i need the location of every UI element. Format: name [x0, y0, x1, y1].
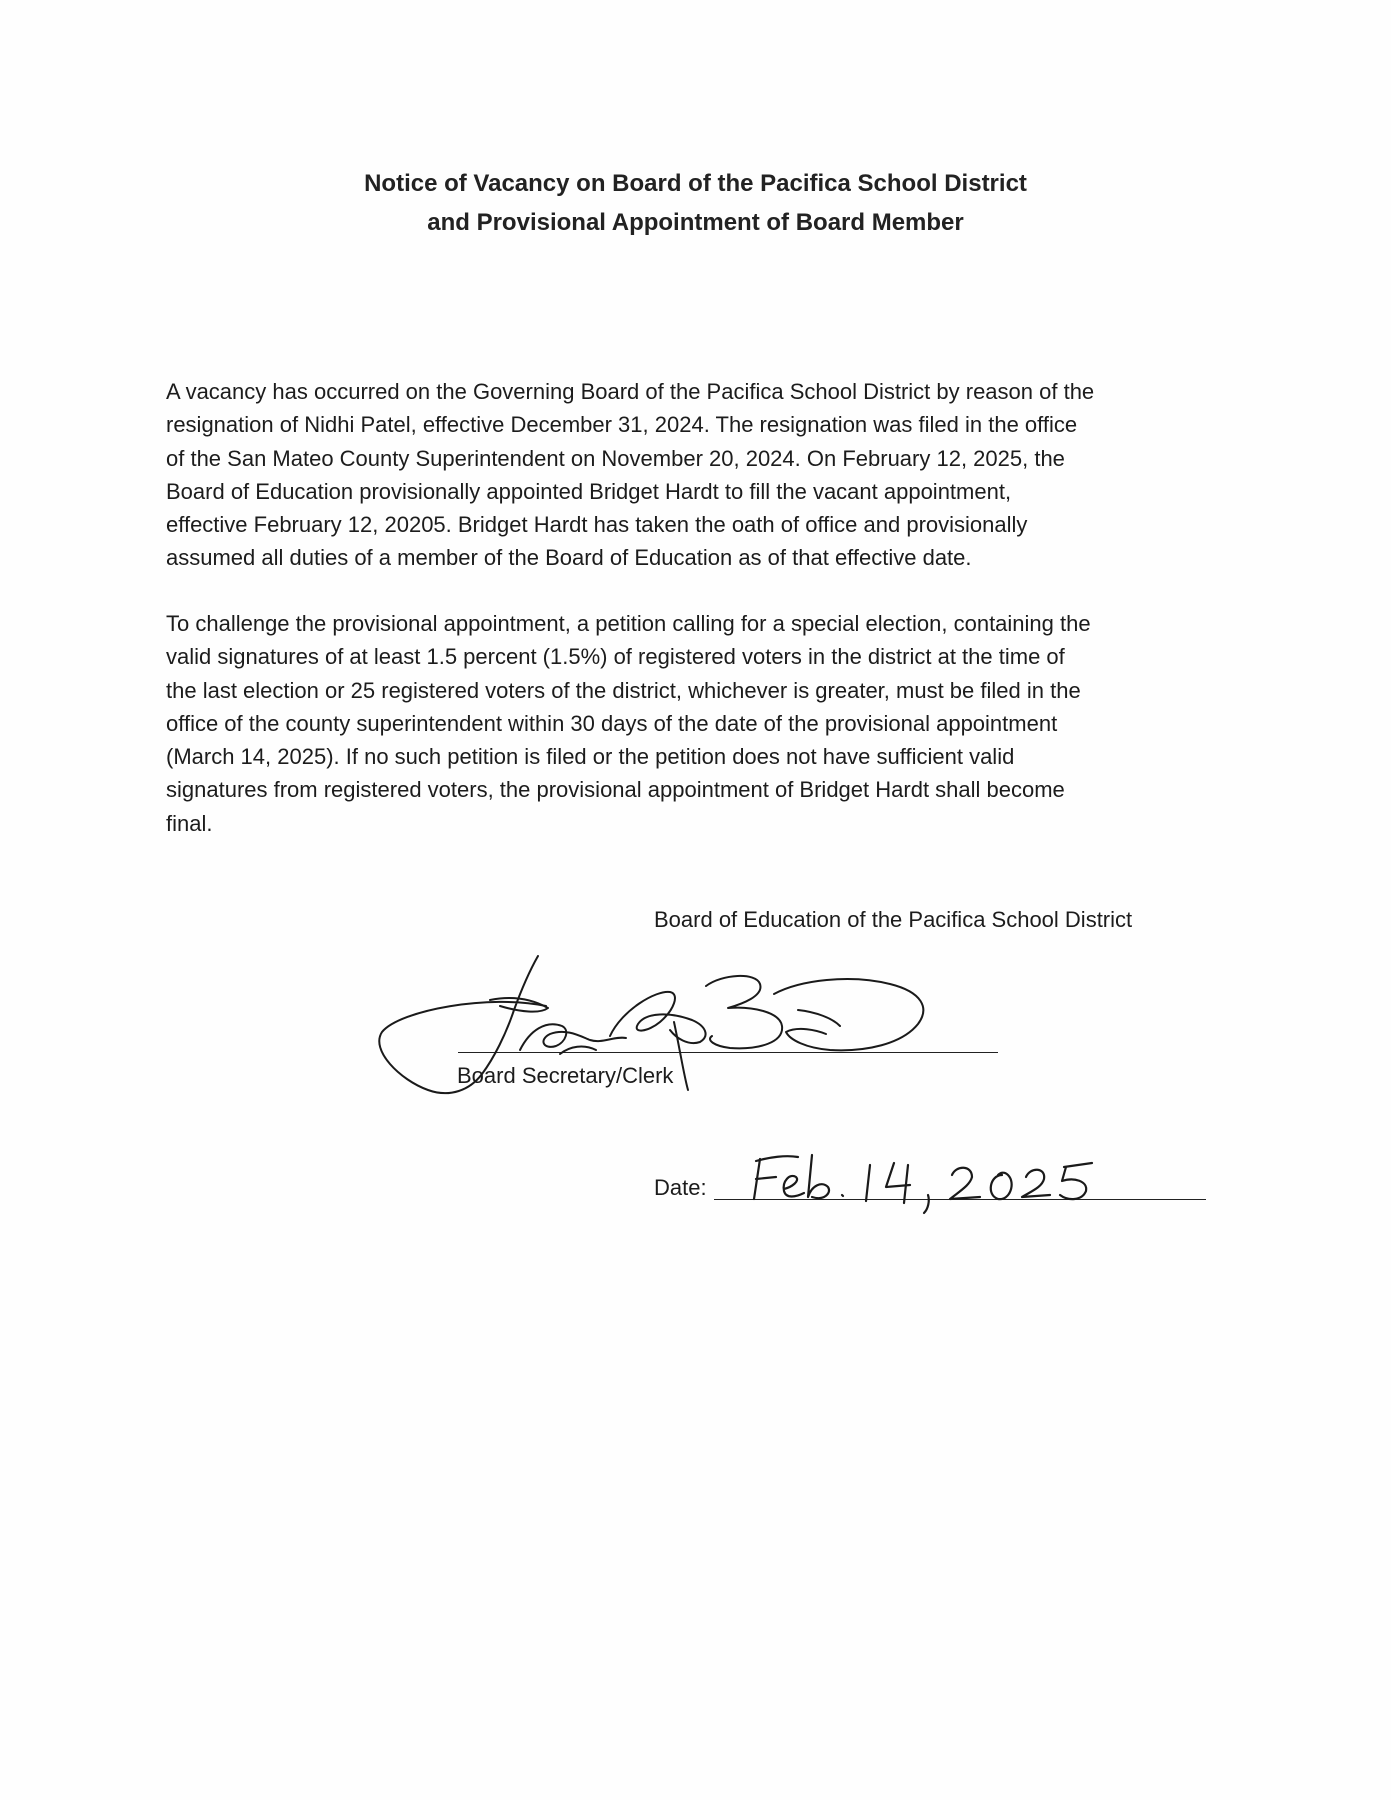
- paragraph-line: effective February 12, 20205. Bridget Hardt has taken the oath of office and provisionally: [166, 512, 1028, 538]
- handwritten-signature: [370, 950, 1010, 1110]
- paragraph-line: Board of Education provisionally appointed Bridget Hardt to fill the vacant appointment,: [166, 478, 1012, 504]
- vacancy-paragraph: [166, 375, 1241, 575]
- handwritten-date: [746, 1145, 1106, 1215]
- paragraph-line: signatures from registered voters, the provisional appointment of Bridget Hardt shall become: [166, 777, 1065, 803]
- paragraph-line: final.: [166, 810, 213, 836]
- paragraph-line: To challenge the provisional appointment, a petition calling for a special election, containing the: [166, 611, 1091, 636]
- title-line-2: and Provisional Appointment of Board Member: [427, 209, 964, 236]
- signing-organization: Board of Education of the Pacifica School District: [654, 907, 1133, 932]
- paragraph-line: (March 14, 2025). If no such petition is filed or the petition does not have sufficient valid: [166, 744, 1015, 770]
- paragraph-line: assumed all duties of a member of the Board of Education as of that effective date.: [166, 545, 972, 571]
- petition-paragraph: [166, 607, 1241, 840]
- paragraph-line: resignation of Nidhi Patel, effective December 31, 2024. The resignation was filed in the office: [166, 412, 1078, 438]
- signature-caption: Board Secretary/Clerk: [457, 1063, 674, 1088]
- date-label: Date:: [654, 1175, 707, 1200]
- paragraph-line: A vacancy has occurred on the Governing Board of the Pacifica School District by reason of the: [166, 379, 1095, 404]
- title-line-1: Notice of Vacancy on Board of the Pacifica School District: [364, 170, 1027, 197]
- paragraph-line: valid signatures of at least 1.5 percent (1.5%) of registered voters in the district at the time of: [166, 644, 1065, 670]
- page-title: [0, 164, 1391, 242]
- paragraph-line: office of the county superintendent within 30 days of the date of the provisional appointment: [166, 710, 1058, 736]
- paragraph-line: the last election or 25 registered voters of the district, whichever is greater, must be filed in the: [166, 677, 1081, 703]
- paragraph-line: of the San Mateo County Superintendent on November 20, 2024. On February 12, 2025, the: [166, 445, 1065, 471]
